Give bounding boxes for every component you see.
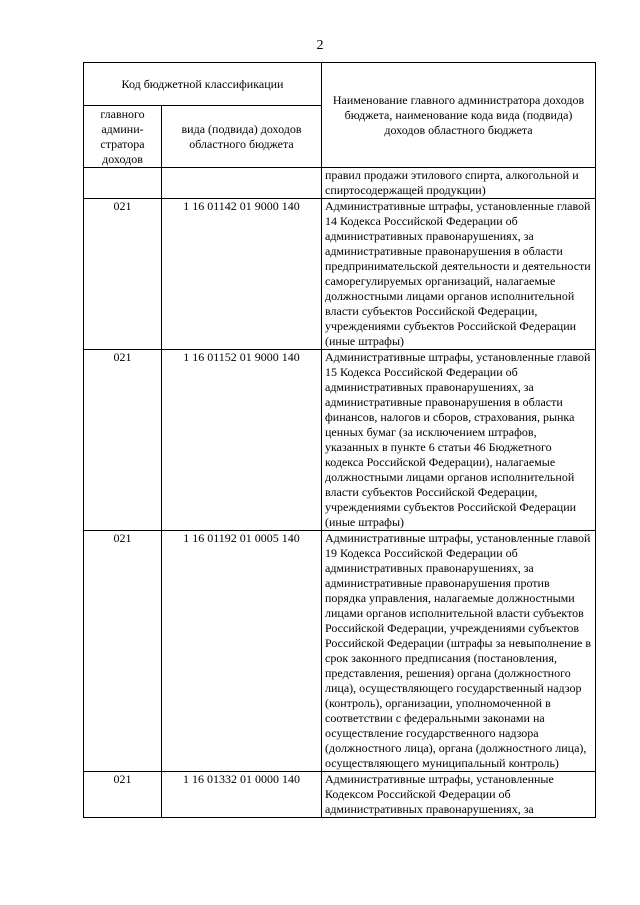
- income-code-cell: 1 16 01332 01 0000 140: [162, 772, 322, 818]
- description-cell: правил продажи этилового спирта, алкогольной и спиртосодержащей продукции): [322, 168, 596, 199]
- page-number: 2: [316, 38, 324, 53]
- header-administrator-name: Наименование главного администратора доходов бюджета, наименование кода вида (подвида) доходов областного бюджета: [322, 63, 596, 168]
- income-code-cell: 1 16 01152 01 9000 140: [162, 350, 322, 531]
- header-row-top: [84, 63, 596, 106]
- income-code-cell: 1 16 01192 01 0005 140: [162, 531, 322, 772]
- table-row: [84, 168, 596, 199]
- header-main-administrator: главного админи-стратора доходов: [84, 106, 162, 168]
- description-cell: Административные штрафы, установленные главой 19 Кодекса Российской Федерации об административных правонарушениях, за административные правонарушения против порядка управления, налагаемые должностными лицами органов исполнительной власти субъектов Российской Федерации, учреждениями субъектов Российской Федерации (штрафы за невыполнение в срок законного предписания (постановления, представления, решения) органа (должностного лица), осуществляющего государственный надзор (контроль), организации, уполномоченной в соответствии с федеральными законами на осуществление государственного надзора (должностного лица), органа (должностного лица), осуществляющего муниципальный контроль): [322, 531, 596, 772]
- description-cell: Административные штрафы, установленные Кодексом Российской Федерации об административных правонарушениях, за: [322, 772, 596, 818]
- table-row: [84, 199, 596, 350]
- admin-code-cell: 021: [84, 531, 162, 772]
- description-cell: Административные штрафы, установленные главой 14 Кодекса Российской Федерации об административных правонарушениях, за административные правонарушения в области предпринимательской деятельности и деятельности саморегулируемых организаций, налагаемые должностными лицами органов исполнительной власти субъектов Российской Федерации, учреждениями субъектов Российской Федерации (иные штрафы): [322, 199, 596, 350]
- admin-code-cell: [84, 168, 162, 199]
- budget-classification-table: [83, 62, 596, 818]
- table-row: [84, 531, 596, 772]
- table-row: [84, 350, 596, 531]
- header-income-type: вида (подвида) доходов областного бюджета: [162, 106, 322, 168]
- income-code-cell: 1 16 01142 01 9000 140: [162, 199, 322, 350]
- table-row: [84, 772, 596, 818]
- income-code-cell: [162, 168, 322, 199]
- admin-code-cell: 021: [84, 199, 162, 350]
- admin-code-cell: 021: [84, 772, 162, 818]
- header-budget-classification-code: Код бюджетной классификации: [84, 63, 322, 106]
- description-cell: Административные штрафы, установленные главой 15 Кодекса Российской Федерации об административных правонарушениях, за административные правонарушения в области финансов, налогов и сборов, страхования, рынка ценных бумаг (за исключением штрафов, указанных в пункте 6 статьи 46 Бюджетного кодекса Российской Федерации), налагаемые должностными лицами органов исполнительной власти субъектов Российской Федерации, учреждениями субъектов Российской Федерации (иные штрафы): [322, 350, 596, 531]
- admin-code-cell: 021: [84, 350, 162, 531]
